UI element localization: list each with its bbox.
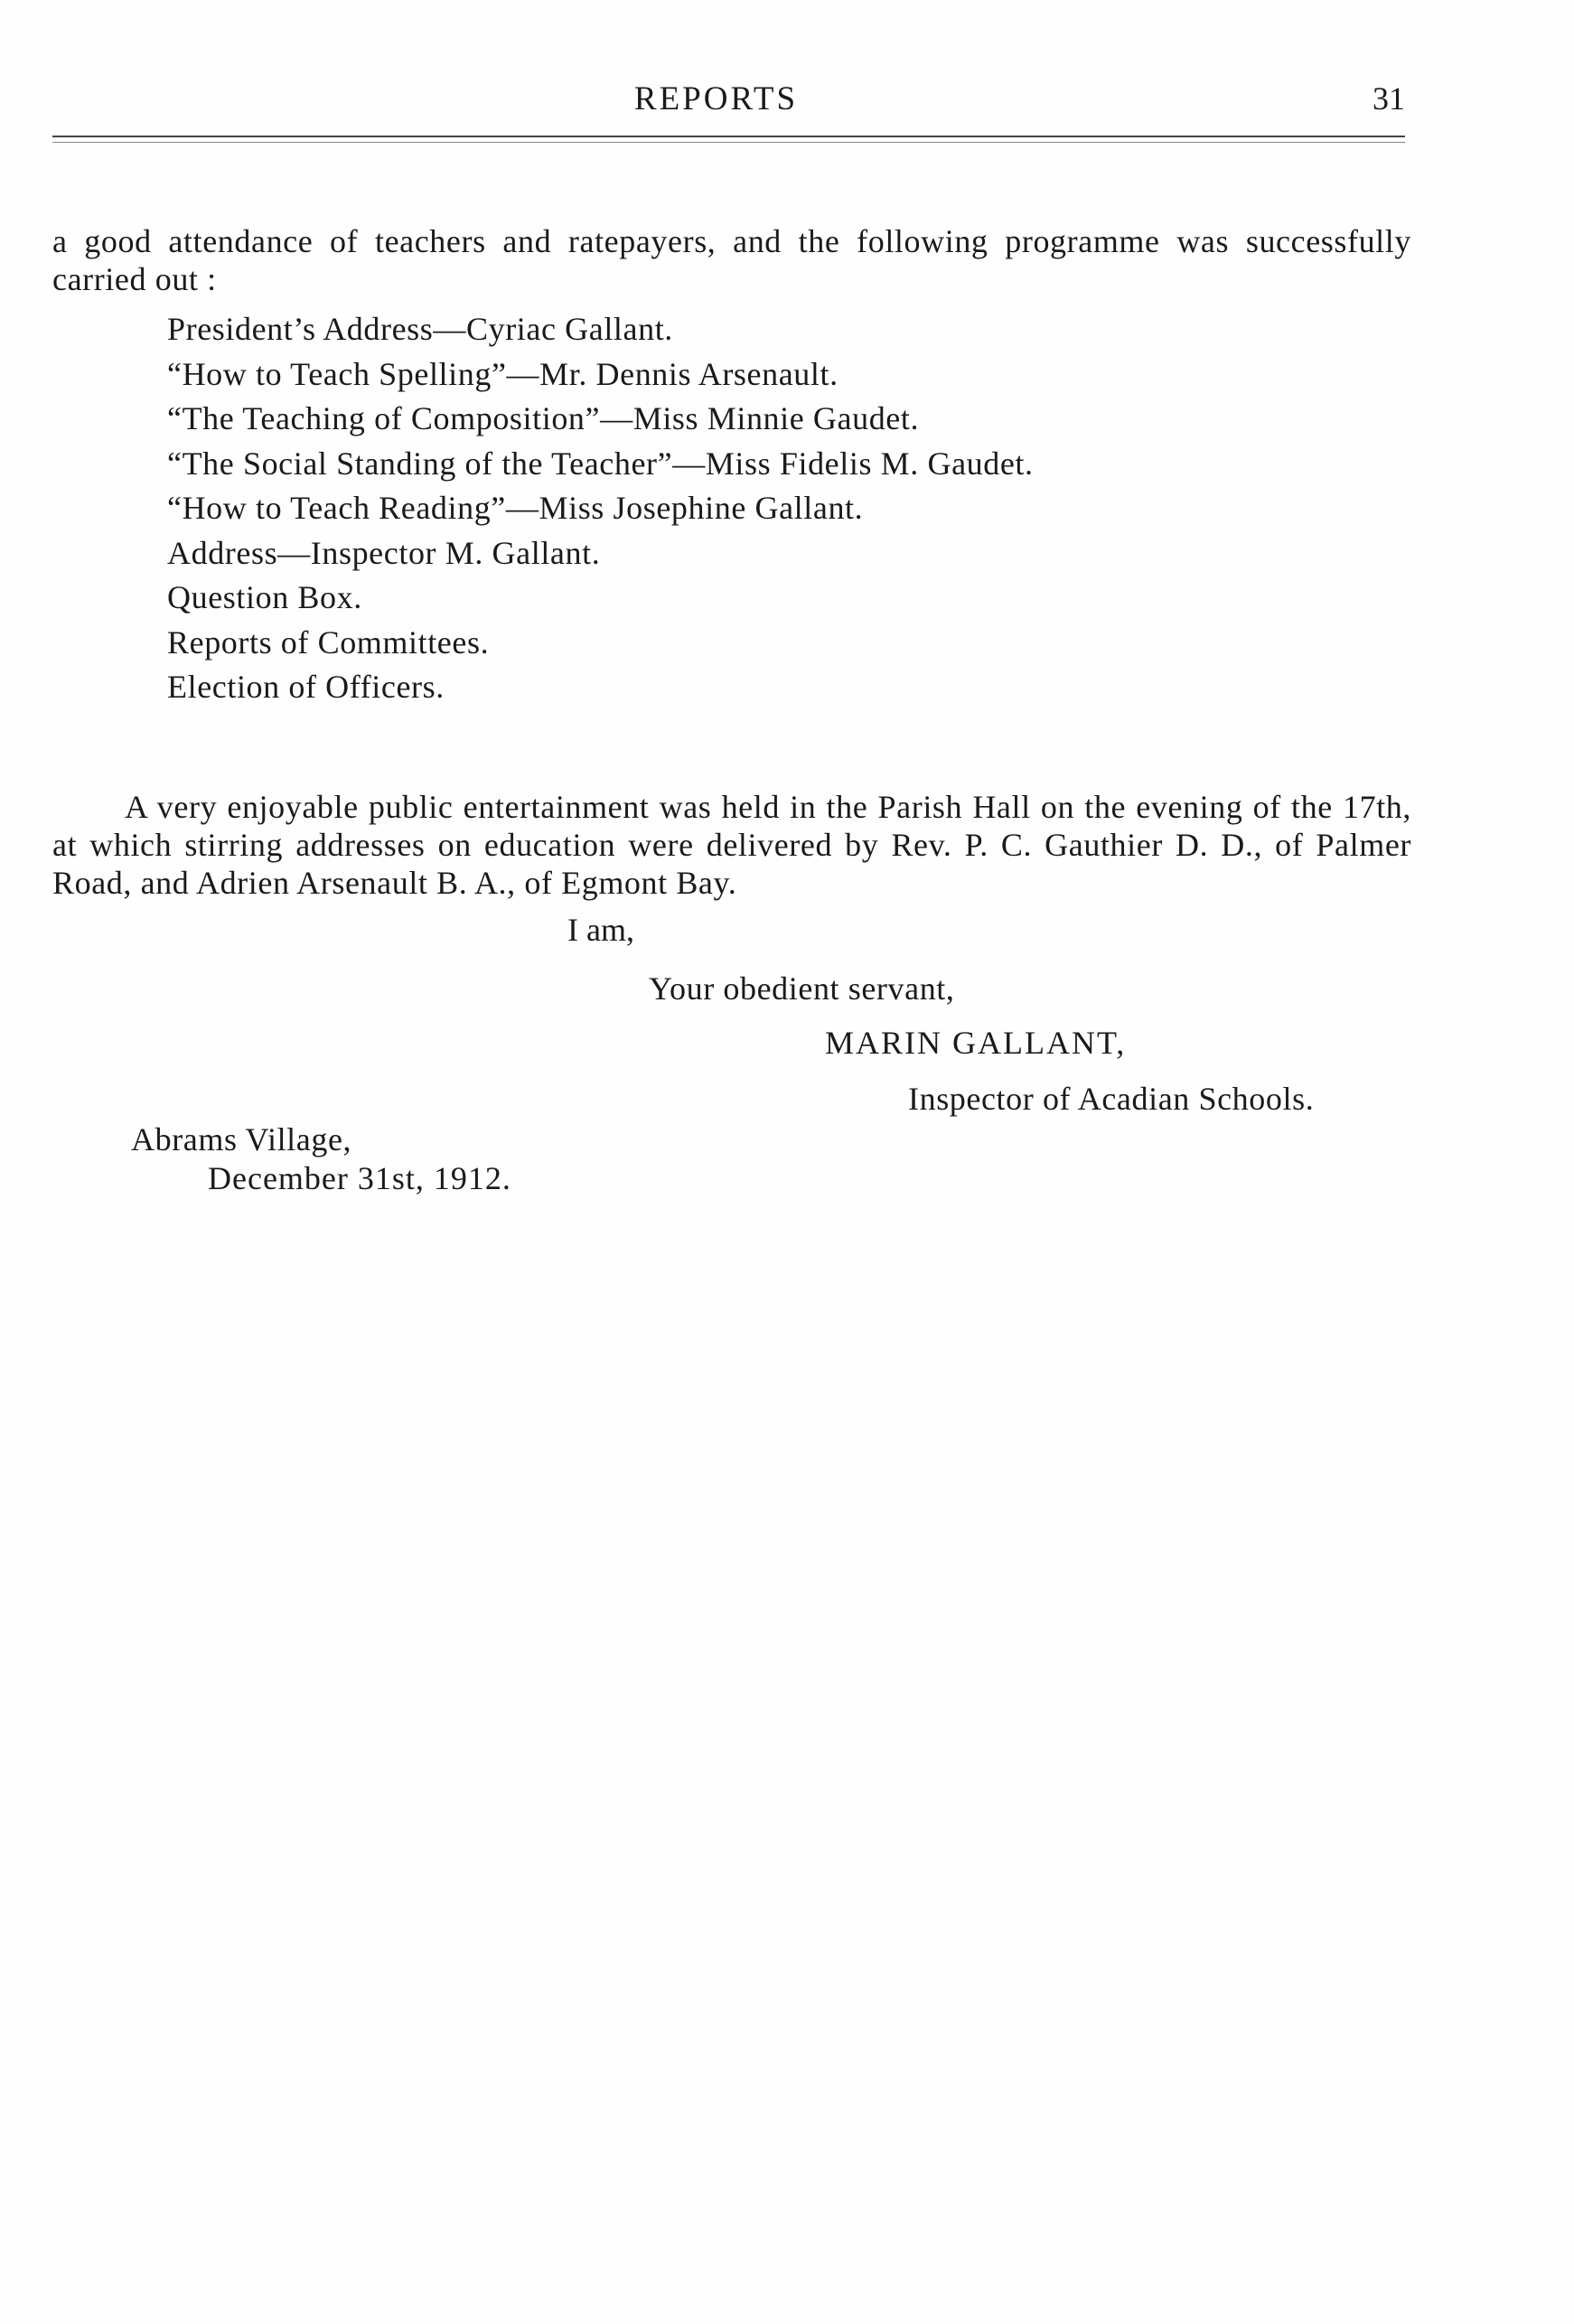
- programme-item: Address—Inspector M. Gallant.: [167, 534, 601, 571]
- header-rule-secondary: [52, 142, 1405, 143]
- header-rule: [52, 136, 1405, 137]
- dateline-place: Abrams Village,: [131, 1121, 352, 1157]
- programme-item: President’s Address—Cyriac Gallant.: [167, 311, 673, 347]
- programme-item: “The Teaching of Composition”—Miss Minnie Gaudet.: [167, 400, 920, 436]
- programme-item: “How to Teach Spelling”—Mr. Dennis Arsenault.: [167, 355, 839, 392]
- signature-name: MARIN GALLANT,: [825, 1025, 1127, 1061]
- closing-salutation: I am,: [567, 912, 634, 948]
- running-title: REPORTS: [633, 80, 799, 117]
- page-number: 31: [1373, 80, 1405, 117]
- intro-paragraph: a good attendance of teachers and ratepayers, and the following programme was successfully carried out :: [52, 223, 1411, 297]
- programme-item: “The Social Standing of the Teacher”—Miss Fidelis M. Gaudet.: [167, 445, 1034, 482]
- programme-item: Reports of Committees.: [167, 623, 490, 661]
- programme-item: Question Box.: [167, 579, 362, 615]
- programme-list: [167, 307, 1342, 710]
- entertainment-paragraph: A very enjoyable public entertainment was held in the Parish Hall on the evening of the 17th, at which stirring addresses on education were delivered by Rev. P. C. Gauthier D. D., of Palmer Road, and Adrien Arsenault B. A., of Egmont Bay.: [52, 789, 1411, 901]
- closing-servant: Your obedient servant,: [649, 970, 955, 1007]
- programme-item: Election of Officers.: [167, 669, 445, 705]
- dateline-date: December 31st, 1912.: [208, 1160, 511, 1196]
- signature-title: Inspector of Acadian Schools.: [908, 1081, 1315, 1117]
- programme-item: “How to Teach Reading”—Miss Josephine Gallant.: [167, 490, 864, 526]
- running-head: [0, 80, 1574, 125]
